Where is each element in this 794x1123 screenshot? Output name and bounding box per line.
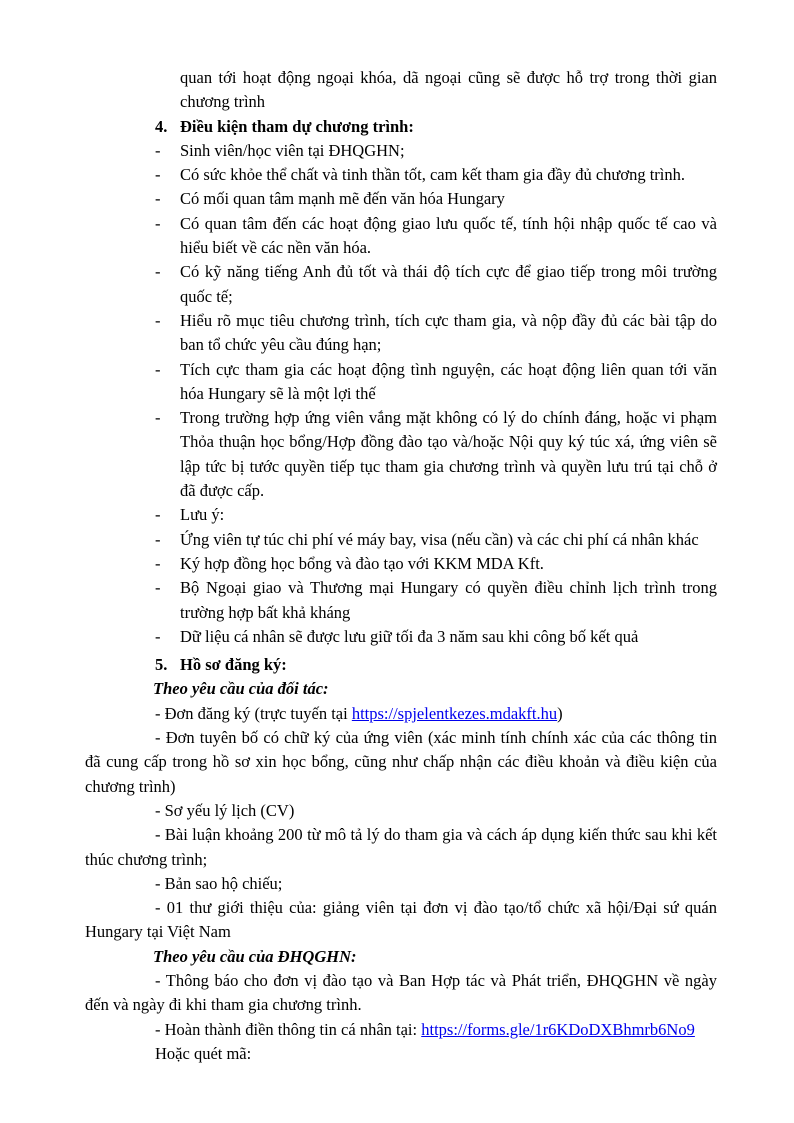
dash-marker: - xyxy=(155,505,161,525)
dash-marker: - xyxy=(155,262,161,282)
list-item-text: Có mối quan tâm mạnh mẽ đến văn hóa Hungary xyxy=(180,189,505,209)
list-item-text: Sinh viên/học viên tại ĐHQGHN; xyxy=(180,140,405,160)
qr-code-note: Hoặc quét mã: xyxy=(155,1043,252,1063)
list-item-text: Có quan tâm đến các hoạt động giao lưu quốc tế, tính hội nhập quốc tế cao và hiểu biết về các nền văn hóa. xyxy=(180,213,717,258)
dash-marker: - xyxy=(155,140,161,160)
dash-marker: - xyxy=(155,213,161,233)
declaration-item: - Đơn tuyên bố có chữ ký của ứng viên (xác minh tính chính xác của các thông tin đã cung cấp trong hồ sơ xin học bổng, cũng như chấp nhận các điều khoản và điều kiện của chương trình) xyxy=(85,728,717,796)
list-item xyxy=(85,576,717,625)
personal-info-form-text: - Hoàn thành điền thông tin cá nhân tại: xyxy=(155,1019,422,1039)
list-item-text: Hiểu rõ mục tiêu chương trình, tích cực tham gia, và nộp đầy đủ các bài tập do ban tổ chức yêu cầu đúng hạn; xyxy=(180,310,717,355)
list-item-text: Ứng viên tự túc chi phí vé máy bay, visa (nếu cần) và các chi phí cá nhân khác xyxy=(180,529,699,549)
list-item xyxy=(85,139,717,163)
list-item xyxy=(85,625,717,649)
application-link[interactable]: https://spjelentkezes.mdakft.hu xyxy=(351,703,558,723)
dash-marker: - xyxy=(155,553,161,573)
dash-marker: - xyxy=(155,359,161,379)
dash-marker: - xyxy=(155,165,161,185)
document-body xyxy=(85,66,717,1066)
application-form-suffix: ) xyxy=(557,703,563,723)
list-item xyxy=(85,187,717,211)
list-item xyxy=(85,260,717,309)
application-form-item xyxy=(85,702,717,726)
list-item-text: Trong trường hợp ứng viên vắng mặt không có lý do chính đáng, hoặc vi phạm Thỏa thuận học bổng/Hợp đồng đào tạo và/hoặc Nội quy ký túc xá, ứng viên sẽ lập tức bị tước quyền tiếp tục tham gia chương trình và quyền lưu trú tại chỗ ở đã được cấp. xyxy=(180,408,717,501)
list-item xyxy=(85,163,717,187)
partner-requirements-heading: Theo yêu cầu của đối tác: xyxy=(153,679,329,699)
list-item-text: Có sức khỏe thể chất và tinh thần tốt, cam kết tham gia đầy đủ chương trình. xyxy=(180,165,685,185)
list-item-text: Bộ Ngoại giao và Thương mại Hungary có quyền điều chỉnh lịch trình trong trường hợp bất khả kháng xyxy=(180,578,717,622)
section-5-heading xyxy=(85,653,717,677)
list-item xyxy=(85,528,717,552)
recommendation-letter-item: - 01 thư giới thiệu của: giảng viên tại đơn vị đào tạo/tổ chức xã hội/Đại sứ quán Hungary tại Việt Nam xyxy=(85,898,717,942)
dash-marker: - xyxy=(155,626,161,646)
list-item xyxy=(85,406,717,503)
essay-item: - Bài luận khoảng 200 từ mô tả lý do tham gia và cách áp dụng kiến thức sau khi kết thúc chương trình; xyxy=(85,825,717,869)
list-item xyxy=(85,309,717,358)
list-item xyxy=(85,503,717,527)
dash-marker: - xyxy=(155,529,161,549)
passport-item: - Bản sao hộ chiếu; xyxy=(155,873,283,893)
google-form-link[interactable]: https://forms.gle/1r6KDoDXBhmrb6No9 xyxy=(421,1019,695,1039)
dash-marker: - xyxy=(155,189,161,209)
list-item xyxy=(85,358,717,407)
section-5-title: Hồ sơ đăng ký: xyxy=(180,655,287,675)
list-item xyxy=(85,212,717,261)
vnu-requirements-heading: Theo yêu cầu của ĐHQGHN: xyxy=(153,946,357,966)
dash-marker: - xyxy=(155,578,161,598)
notification-item: - Thông báo cho đơn vị đào tạo và Ban Hợp tác và Phát triển, ĐHQGHN về ngày đến và ngày đi khi tham gia chương trình. xyxy=(85,970,717,1015)
section-5-number: 5. xyxy=(155,655,168,675)
list-item-text: Lưu ý: xyxy=(180,505,225,525)
dash-marker: - xyxy=(155,408,161,428)
list-item-text: Ký hợp đồng học bổng và đào tạo với KKM MDA Kft. xyxy=(180,553,544,573)
list-item-text: Có kỹ năng tiếng Anh đủ tốt và thái độ tích cực để giao tiếp trong môi trường quốc tế; xyxy=(180,262,717,306)
list-item-text: Tích cực tham gia các hoạt động tình nguyện, các hoạt động liên quan tới văn hóa Hungary sẽ là một lợi thế xyxy=(180,359,717,403)
cv-item: - Sơ yếu lý lịch (CV) xyxy=(155,800,295,820)
dash-marker: - xyxy=(155,310,161,330)
intro-continuation-paragraph: quan tới hoạt động ngoại khóa, dã ngoại cũng sẽ được hỗ trợ trong thời gian chương trình xyxy=(180,68,717,112)
list-item-text: Dữ liệu cá nhân sẽ được lưu giữ tối đa 3 năm sau khi công bố kết quả xyxy=(180,626,639,646)
personal-info-form-item xyxy=(85,1018,717,1042)
section-4-title: Điều kiện tham dự chương trình: xyxy=(180,116,414,136)
list-item xyxy=(85,552,717,576)
section-4-heading xyxy=(85,115,717,139)
application-form-text: - Đơn đăng ký (trực tuyến tại xyxy=(155,703,352,723)
section-4-number: 4. xyxy=(155,116,168,136)
